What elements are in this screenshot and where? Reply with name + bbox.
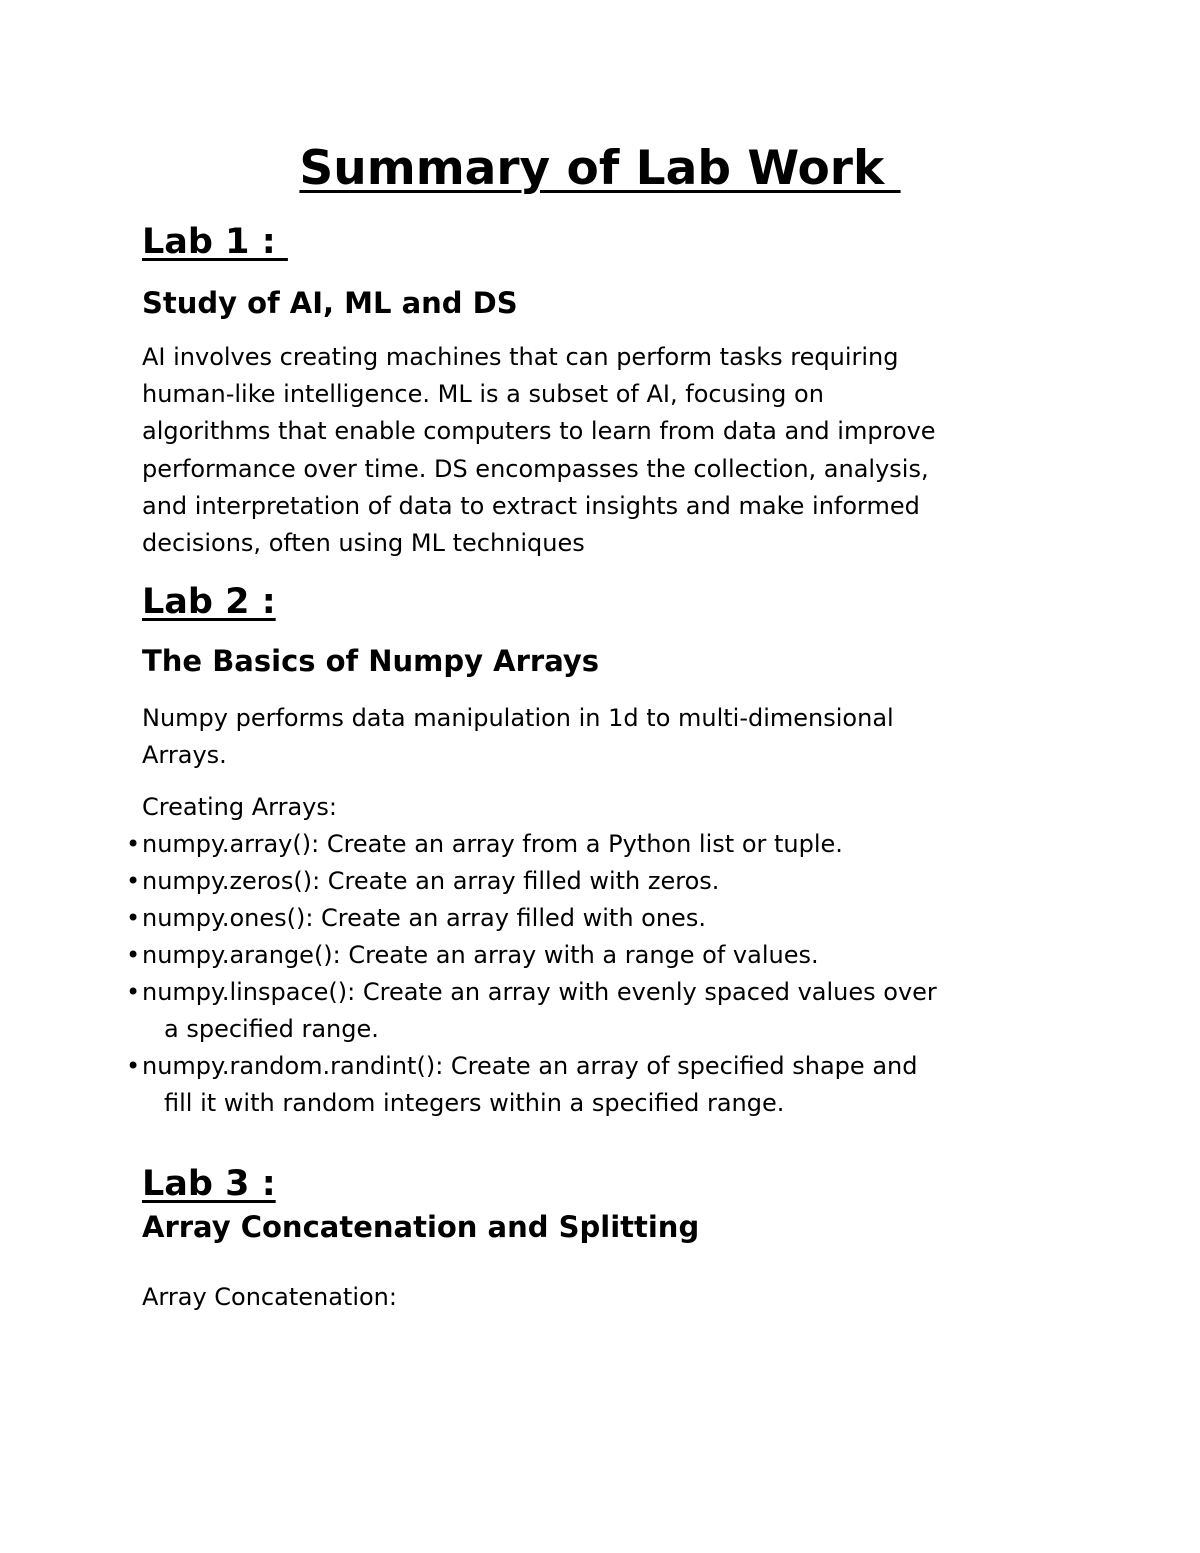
paragraph-line: and interpretation of data to extract insights and make informed: [142, 491, 920, 520]
paragraph-line: AI involves creating machines that can perform tasks requiring: [142, 343, 899, 371]
lab-2-heading: Lab 2 :: [142, 582, 276, 622]
list-item: [126, 900, 937, 937]
bullet-icon: •: [126, 830, 141, 858]
list-item-text-continued: fill it with random integers within a specified range.: [164, 1089, 785, 1117]
array-concatenation-label: Array Concatenation:: [142, 1283, 397, 1311]
numpy-functions-list: [126, 826, 937, 1122]
list-item-text: numpy.arange(): Create an array with a range of values.: [142, 941, 819, 969]
list-item: [126, 937, 937, 974]
lab-1-heading: Lab 1 :: [142, 222, 288, 262]
document-title: [0, 140, 1200, 198]
lab-1-paragraph: [142, 339, 1072, 562]
bullet-icon: •: [126, 941, 141, 969]
lab-1-subtitle: Study of AI, ML and DS: [142, 286, 518, 320]
paragraph-line: human-like intelligence. ML is a subset of AI, focusing on: [142, 380, 824, 409]
lab-2-subtitle: The Basics of Numpy Arrays: [142, 644, 600, 678]
list-item-text: numpy.random.randint(): Create an array of specified shape and: [142, 1052, 918, 1080]
bullet-icon: •: [126, 1052, 141, 1080]
list-item: [126, 863, 937, 900]
paragraph-line: performance over time. DS encompasses the collection, analysis,: [142, 454, 929, 483]
list-item-text: numpy.linspace(): Create an array with evenly spaced values over: [142, 978, 937, 1006]
paragraph-line: algorithms that enable computers to learn from data and improve: [142, 417, 936, 446]
lab-2-paragraph: [142, 700, 1072, 774]
paragraph-line: Arrays.: [142, 741, 227, 770]
list-item: [126, 1048, 937, 1122]
bullet-icon: •: [126, 978, 141, 1006]
list-item-text: numpy.ones(): Create an array filled with ones.: [142, 904, 706, 932]
list-item-text: numpy.array(): Create an array from a Python list or tuple.: [142, 830, 843, 858]
list-item-text-continued: a specified range.: [164, 1015, 379, 1043]
bullet-icon: •: [126, 904, 141, 932]
creating-arrays-label: Creating Arrays:: [142, 793, 337, 821]
list-item: [126, 974, 937, 1048]
list-item-text: numpy.zeros(): Create an array filled with zeros.: [142, 867, 720, 895]
bullet-icon: •: [126, 867, 141, 895]
document-title-text: Summary of Lab Work: [299, 141, 901, 196]
list-item: [126, 826, 937, 863]
lab-3-subtitle: Array Concatenation and Splitting: [142, 1210, 700, 1244]
lab-3-heading: Lab 3 :: [142, 1164, 276, 1204]
paragraph-line: Numpy performs data manipulation in 1d to multi-dimensional: [142, 704, 894, 732]
paragraph-line: decisions, often using ML techniques: [142, 529, 585, 558]
